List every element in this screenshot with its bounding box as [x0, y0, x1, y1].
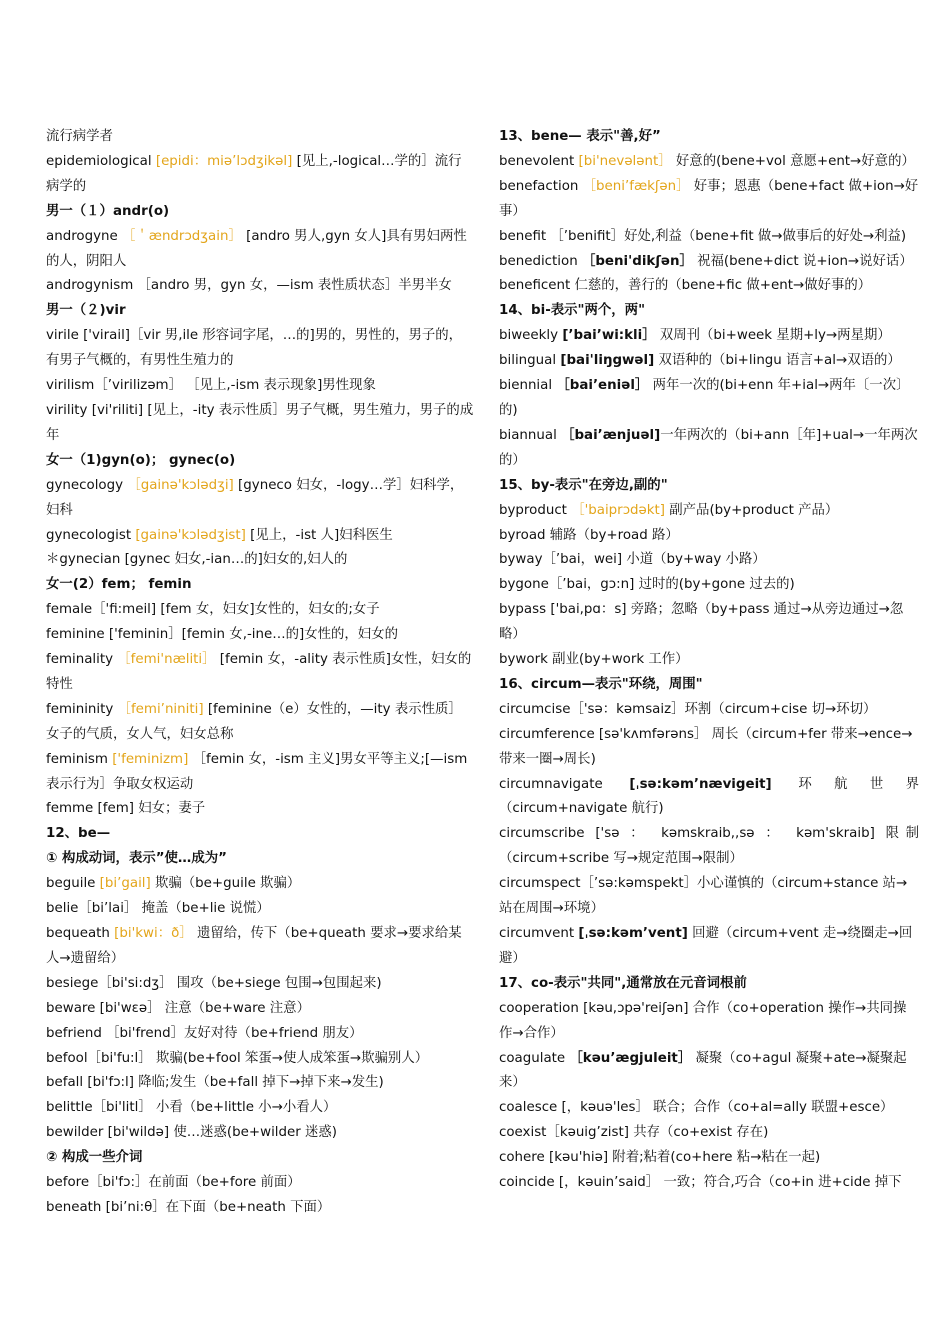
entry-paragraph [46, 524, 474, 549]
text-run: 遗留给，传下（be+queath 要求→要求给某人→遗留给） [46, 926, 462, 966]
text-run: coalesce [，kəuə'les］ 联合；合作（co+al=ally 联盟+esce） [499, 1100, 894, 1116]
text-run: androgyne [46, 228, 123, 244]
entry-paragraph [46, 797, 474, 822]
text-run: circumspect［’sə:kəmspekt］小心谨慎的（circum+stance 站→站在周围→环境） [499, 876, 908, 917]
text-run: circumcise［'sə：kəmsaiz］环割（circum+cise 切→环切） [499, 701, 877, 717]
bold-text: 女一(2）fem； femin [46, 577, 192, 593]
text-run: 副产品(by+product 产品） [665, 502, 839, 518]
phonetic-highlight: ［femi’niniti] [117, 701, 204, 717]
text-run: circumvent [499, 926, 579, 941]
entry-paragraph [46, 1047, 474, 1072]
text-run: befool［bi'fu:l］ 欺骗(be+fool 笨蛋→使人成笨蛋→欺骗别人） [46, 1050, 429, 1066]
text-run: 流行病学者 [46, 129, 113, 144]
text-run: benediction [499, 253, 582, 269]
entry-paragraph [499, 374, 919, 424]
text-run: feminality [46, 652, 118, 668]
right-column [499, 125, 919, 1196]
text-run: beware [bi'wɛə］ 注意（be+ware 注意） [46, 1000, 310, 1016]
entry-paragraph [46, 200, 474, 225]
entry-paragraph [46, 748, 474, 798]
entry-paragraph [499, 225, 919, 250]
text-run: benevolent [499, 153, 579, 169]
text-run: 双周刊（bi+week 星期+ly→两星期） [655, 328, 891, 344]
entry-paragraph [499, 673, 919, 698]
text-run: [femin 女，-ality 表示性质]女性，妇女的特性 [46, 652, 472, 692]
text-run: 两年一次的(bi+enn 年+ial→两年〔一次〕的) [499, 378, 910, 418]
text-run: bygone［’bai，gɔ:n] 过时的(by+gone 过去的) [499, 577, 795, 593]
bold-text: 男一（２)vir [46, 303, 126, 319]
phonetic-highlight: [bi'nevələnt］ [578, 153, 672, 169]
entry-paragraph [499, 150, 919, 175]
entry-paragraph [46, 150, 474, 200]
entry-paragraph [46, 299, 474, 324]
text-run: bypass ['bai,pɑ：s] 旁路；忽略（by+pass 通过→从旁边通过→忽略） [499, 602, 904, 643]
entry-paragraph [499, 1096, 919, 1121]
text-run: 凝聚（co+agul 凝聚+ate→凝聚起来） [499, 1050, 907, 1091]
entry-paragraph [499, 250, 919, 275]
entry-paragraph [499, 773, 919, 823]
text-run: bequeath [46, 926, 115, 941]
entry-paragraph [499, 1146, 919, 1171]
text-run: 好意的(bene+vol 意愿+ent→好意的） [671, 153, 915, 169]
text-run: biennial [499, 378, 557, 394]
bold-text: ① 构成动词，表示”使…成为” [46, 851, 227, 867]
entry-paragraph [499, 299, 919, 324]
text-run: coexist［kəuig’zist] 共存（co+exist 存在) [499, 1125, 769, 1141]
bold-text: ［bai’eniəl］ [556, 378, 649, 394]
text-run: femininity [46, 701, 118, 717]
entry-paragraph [46, 1146, 474, 1171]
phonetic-highlight: [epidi：miə’lɔdʒikəl] [155, 153, 293, 169]
phonetic-highlight: ［gainə'kɔlədʒi] [127, 477, 234, 493]
text-run: ［femin 女，-ism 主义]男女平等主义;[—ism 表示行为］争取女权运动 [46, 751, 468, 792]
entry-paragraph [499, 524, 919, 549]
text-run: besiege［bi'si:dʒ］ 围攻（be+siege 包围→包围起来) [46, 975, 382, 991]
entry-paragraph [46, 399, 474, 449]
bold-text: 13、bene— 表示"善,好” [499, 129, 661, 144]
entry-paragraph [499, 274, 919, 299]
left-column [46, 125, 474, 1221]
entry-paragraph [499, 349, 919, 374]
text-run: [见上,-logical…学的］流行病学的 [46, 153, 462, 194]
text-run: belie［bi’lai］ 掩盖（be+lie 说慌） [46, 901, 270, 917]
text-run: [见上，-ist 人]妇科医生 [245, 527, 393, 543]
text-run: gynecologist [46, 527, 136, 543]
bold-text: 14、bi-表示"两个，两" [499, 303, 646, 319]
text-run: feminine ['feminin］[femin 女,-ine…的]女性的，妇女的 [46, 627, 398, 643]
text-run: 祝福(bene+dict 说+ion→说好话） [692, 253, 913, 269]
entry-paragraph [499, 1047, 919, 1097]
entry-paragraph [46, 1022, 474, 1047]
text-run: 一年两次的（bi+ann［年]+ual→一年两次的） [499, 427, 918, 468]
entry-paragraph [46, 1071, 474, 1096]
bold-text: ［beni'dikʃən］ [581, 253, 693, 269]
entry-paragraph [499, 573, 919, 598]
text-run: cooperation [kəu,ɔpə'reiʃən] 合作（co+operation 操作→共同操作→合作） [499, 1000, 907, 1041]
entry-paragraph [499, 175, 919, 225]
entry-paragraph [46, 1196, 474, 1221]
entry-paragraph [46, 1096, 474, 1121]
text-run: bewilder [bi'wildə] 使…迷惑(be+wilder 迷惑) [46, 1125, 338, 1141]
text-run: [gyneco 妇女，-logy…学］妇科学，妇科 [46, 477, 464, 518]
phonetic-highlight: ［femi'næliti］ [117, 652, 216, 668]
text-run: 回避（circum+vent 走→绕圈走→回避） [499, 926, 913, 966]
text-run: [andro 男人,gyn 女人]具有男妇两性的人，阴阳人 [46, 228, 467, 269]
text-run: epidemiological [46, 153, 156, 169]
phonetic-highlight: ［'baiprɔdəkt] [571, 502, 666, 518]
entry-paragraph [499, 499, 919, 524]
bold-text: [ˌsə:kəm’nævigeit] [629, 776, 772, 792]
text-run: circumscribe ['sə ： kəmskraib,,sə ： kəm'skraib] 限制（circum+scribe 写→规定范围→限制） [499, 826, 919, 867]
text-run: biannual [499, 427, 562, 443]
phonetic-highlight: ［beni’fækʃən］ [582, 178, 690, 194]
text-run: benefit ［’benifit］好处,利益（bene+fit 做→做事后的好处→利益) [499, 228, 907, 244]
text-run: 欺骗（be+guile 欺骗） [150, 876, 301, 892]
bold-text: [bai'liŋgwəl] [560, 353, 655, 369]
text-run: femme [fem] 妇女；妻子 [46, 801, 206, 817]
phonetic-highlight: ['feminizm] [112, 751, 189, 767]
text-run: before［bi'fɔ:］在前面（be+fore 前面） [46, 1175, 301, 1191]
entry-paragraph [46, 125, 474, 150]
entry-paragraph [499, 1171, 919, 1196]
text-run: circumnavigate [499, 776, 630, 792]
entry-paragraph [46, 573, 474, 598]
text-run: byproduct [499, 502, 572, 518]
bold-text: [’bai’wi:kli］ [562, 328, 656, 344]
entry-paragraph [46, 922, 474, 972]
entry-paragraph [499, 125, 919, 150]
text-run: 好事；恩惠（bene+fact 做+ion→好事） [499, 178, 919, 219]
entry-paragraph [499, 474, 919, 499]
bold-text: 女一（1)gyn(o)； gynec(o) [46, 452, 236, 468]
entry-paragraph [499, 972, 919, 997]
bold-text: ② 构成一些介词 [46, 1150, 143, 1166]
text-run: 双语种的（bi+lingu 语言+al→双语的） [654, 353, 901, 369]
phonetic-highlight: [gainə'kɔlədʒist] [135, 527, 246, 543]
entry-paragraph [46, 474, 474, 524]
text-run: virility [vi'riliti] [见上，-ity 表示性质］男子气概，男生殖力，男子的成年 [46, 402, 474, 443]
bold-text: 17、co-表示"共同",通常放在元音词根前 [499, 975, 747, 991]
text-run: befall [bi'fɔ:l] 降临;发生（be+fall 掉下→掉下来→发生) [46, 1075, 384, 1091]
entry-paragraph [46, 274, 474, 299]
text-run: virile ['virail]［vir 男,ile 形容词字尾，…的]男的，男性的，男子的，有男子气概的，有男性生殖力的 [46, 328, 463, 369]
entry-paragraph [499, 698, 919, 723]
entry-paragraph [499, 648, 919, 673]
text-run: bilingual [499, 353, 561, 369]
bold-text: ［kəu’ægjuleit］ [569, 1050, 692, 1066]
entry-paragraph [46, 449, 474, 474]
entry-paragraph [46, 374, 474, 399]
entry-paragraph [46, 1171, 474, 1196]
phonetic-highlight: [bi'kwi：ð］ [114, 926, 193, 941]
text-run: coagulate [499, 1050, 570, 1066]
bold-text: 男一（１）andr(o) [46, 203, 170, 219]
entry-paragraph [46, 548, 474, 573]
text-run: byroad 辅路（by+road 路） [499, 527, 679, 543]
text-run: byway［’bai，wei] 小道（by+way 小路） [499, 552, 766, 568]
text-run: coincide [，kəuin’said］ 一致；符合,巧合（co+in 进+cide 掉下 [499, 1175, 902, 1191]
entry-paragraph [499, 822, 919, 872]
entry-paragraph [499, 1121, 919, 1146]
entry-paragraph [46, 324, 474, 374]
entry-paragraph [499, 598, 919, 648]
text-run: androgynism ［andro 男，gyn 女，—ism 表性质状态］半男半女 [46, 278, 452, 294]
text-run: biweekly [499, 328, 563, 344]
text-run: virilism［’virilizəm］ ［见上,-ism 表示现象]男性现象 [46, 378, 376, 394]
text-run: [feminine（e）女性的，—ity 表示性质］女子的气质，女人气，妇女总称 [46, 701, 462, 742]
entry-paragraph [499, 723, 919, 773]
entry-paragraph [499, 872, 919, 922]
entry-paragraph [46, 698, 474, 748]
bold-text: 15、by-表示"在旁边,副的" [499, 477, 668, 493]
entry-paragraph [46, 225, 474, 275]
text-run: beneath [bi’ni:θ］在下面（be+neath 下面） [46, 1199, 331, 1215]
entry-paragraph [46, 872, 474, 897]
bold-text: ［bai’ænjuəl] [561, 427, 661, 443]
entry-paragraph [46, 1121, 474, 1146]
text-run: beguile [46, 876, 100, 892]
bold-text: [ˌsə:kəm’vent] [578, 926, 688, 941]
text-run: gynecology [46, 477, 128, 493]
entry-paragraph [499, 424, 919, 474]
text-run: 环航世界（circum+navigate 航行) [499, 776, 919, 817]
text-run: bywork 副业(by+work 工作） [499, 652, 689, 668]
text-run: belittle［bi'litl］ 小看（be+little 小→小看人） [46, 1100, 337, 1116]
bold-text: 12、be— [46, 826, 111, 842]
entry-paragraph [46, 598, 474, 623]
text-run: feminism [46, 751, 113, 767]
text-run: female［'fi:meil] [fem 女，妇女]女性的，妇女的;女子 [46, 602, 380, 618]
entry-paragraph [499, 997, 919, 1047]
text-run: befriend ［bi'frend］友好对待（be+friend 朋友） [46, 1025, 363, 1041]
entry-paragraph [46, 623, 474, 648]
phonetic-highlight: ［＇ændrɔdʒain］ [122, 228, 242, 244]
entry-paragraph [46, 897, 474, 922]
entry-paragraph [499, 548, 919, 573]
text-run: cohere [kəu'hiə] 附着;粘着(co+here 粘→粘在一起) [499, 1150, 821, 1166]
text-run: benefaction [499, 178, 583, 194]
text-run: ＊gynecian [gynec 妇女,-ian…的]妇女的,妇人的 [46, 552, 348, 568]
entry-paragraph [46, 822, 474, 847]
text-run: circumference [sə'kʌmfərəns］ 周长（circum+fer 带来→ence→带来一圈→周长) [499, 726, 913, 767]
entry-paragraph [499, 324, 919, 349]
entry-paragraph [46, 997, 474, 1022]
phonetic-highlight: [bi’gail] [99, 876, 151, 892]
entry-paragraph [46, 972, 474, 997]
text-run: beneficent 仁慈的，善行的（bene+fic 做+ent→做好事的） [499, 278, 872, 294]
entry-paragraph [46, 847, 474, 872]
entry-paragraph [499, 922, 919, 972]
entry-paragraph [46, 648, 474, 698]
bold-text: 16、circum—表示"环绕，周围" [499, 676, 703, 692]
